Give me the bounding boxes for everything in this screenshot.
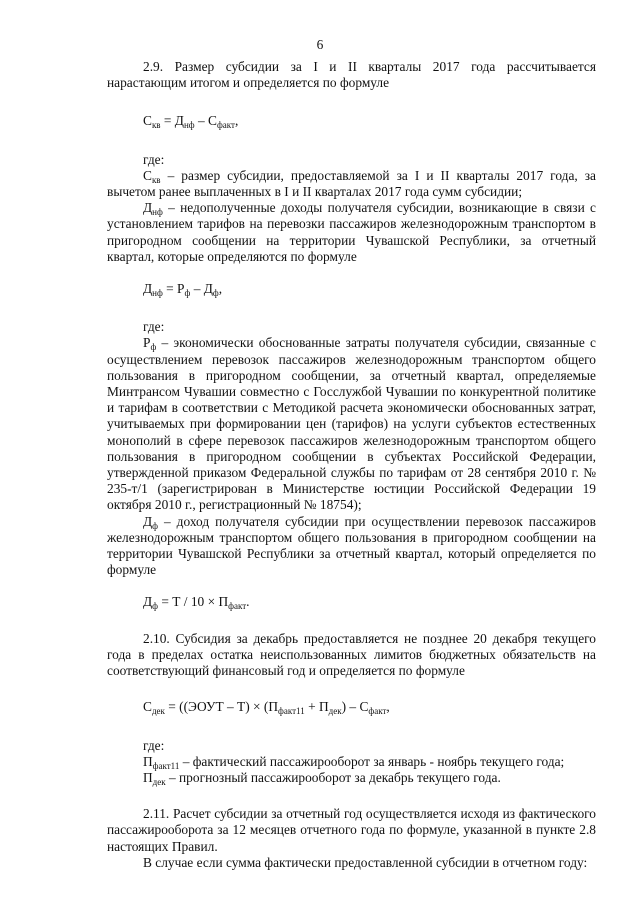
definition-ckv: $С_{кв}$ – размер субсидии, предоставляемой за I и II кварталы 2017 года, за вычетом ранее выплаченных в I и II кварталах 2017 года сумм субсидии; [107, 167, 596, 200]
formula-df: $Д_ф = Т / 10 \times П_{факт}$. [143, 594, 250, 612]
document-body [107, 59, 596, 871]
where-label: где: [143, 151, 165, 167]
definition-rf: $Р_ф$ – экономически обоснованные затраты получателя субсидии, связанные с осуществлением перевозок пассажиров железнодорожным транспортом общего пользования в пригородном сообщении, за отчетный квартал, определяемые Минтрансом Чувашии совместно с Госслужбой Чувашии по конкурентной политике и тарифам в соответствии с Методикой расчета экономически обоснованных затрат, учитываемых при формировании цен (тарифов) на услуги субъектов естественных монополий в сфере перевозок пассажиров железнодорожным транспортом общего пользования в пригородном сообщении в субъектах Российской Федерации, утвержденной приказом Федеральной службы по тарифам от 28 сентября 2010 г. № 235-т/1 (зарегистрирован в Министерстве юстиции Российской Федерации 19 октября 2010 г., регистрационный № 18754); [107, 335, 596, 513]
where-label-2: где: [143, 319, 165, 335]
formula-ckv: $С_{кв} = Д_{нф} - С_{факт}$, [143, 113, 239, 131]
paragraph-2-10: 2.10. Субсидия за декабрь предоставляется не позднее 20 декабря текущего года в пределах остатка неиспользованных лимитов бюджетных обязательств на соответствующий финансовый год и определяется по формуле [107, 630, 596, 679]
paragraph-2-9: 2.9. Размер субсидии за I и II кварталы 2017 года рассчитывается нарастающим итогом и определяется по формуле [107, 59, 596, 91]
formula-cdek: $С_{дек}$ = ((ЭОУТ – $Т) \times (П_{факт11} + П_{дек}) - С_{факт}$, [143, 699, 390, 717]
definition-dnf: $Д_{нф}$ – недополученные доходы получателя субсидии, возникающие в связи с установлением тарифов на перевозки пассажиров железнодорожным транспортом в пригородном сообщении на территории Чувашской Республики, за отчетный квартал, которые определяются по формуле [107, 200, 596, 264]
paragraph-2-11: 2.11. Расчет субсидии за отчетный год осуществляется исходя из фактического пассажирооборота за 12 месяцев отчетного года по формуле, указанной в пункте 2.8 настоящих Правил. [107, 806, 596, 854]
definition-pfakt11: $П_{факт11}$ – фактический пассажирооборот за январь - ноябрь текущего года; [143, 753, 565, 771]
paragraph-2-11-continued: В случае если сумма фактически предоставленной субсидии в отчетном году: [143, 854, 588, 870]
where-label-3: где: [143, 737, 165, 753]
page-number: 6 [316, 37, 324, 52]
definition-pdek: $П_{дек}$ – прогнозный пассажирооборот за декабрь текущего года. [143, 769, 501, 787]
formula-dnf: $Д_{нф} = Р_ф - Д_ф$, [143, 281, 223, 299]
definition-df: $Д_ф$ – доход получателя субсидии при осуществлении перевозок пассажиров железнодорожным транспортом общего пользования в пригородном сообщении на территории Чувашской Республики за отчетный квартал, который определяется по формуле [107, 513, 596, 578]
